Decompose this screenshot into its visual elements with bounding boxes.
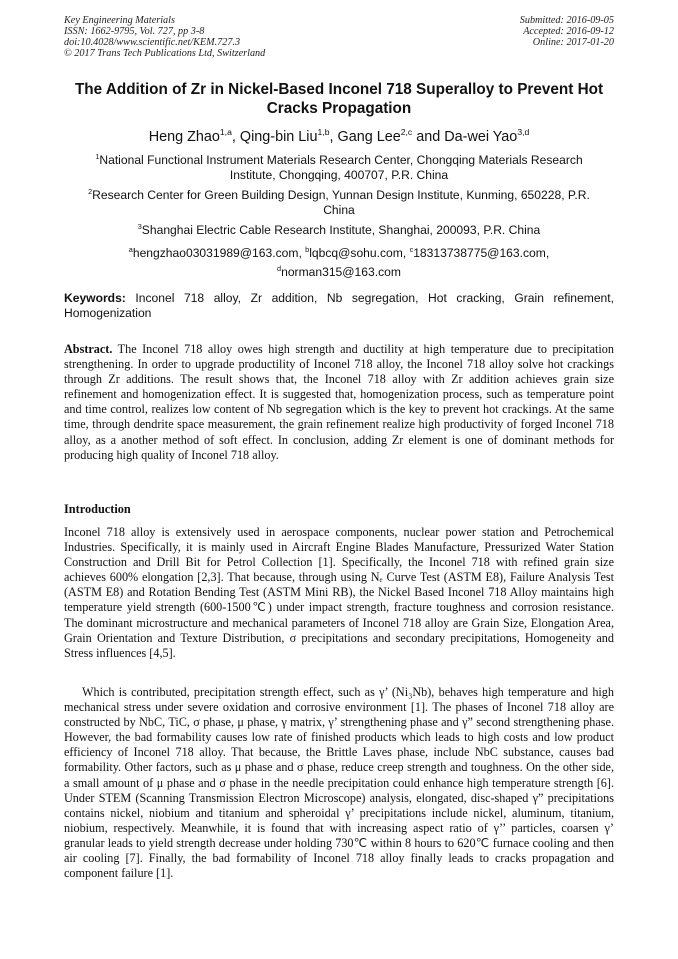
abstract: [64, 342, 614, 463]
email-link[interactable]: lqbcq@sohu.com,: [309, 246, 410, 261]
author-list: [60, 123, 618, 147]
author: Da-wei Yao$^{3,d}$: [444, 127, 530, 145]
keywords: [64, 291, 614, 321]
submitted-date: Submitted: 2016-09-05: [519, 15, 614, 26]
accepted-date: Accepted: 2016-09-12: [523, 26, 614, 37]
paper-title: The Addition of Zr in Nickel-Based Inconel 718 Superalloy to Prevent Hot Cracks Propagation: [74, 81, 604, 117]
affiliation-2: $^2$Research Center for Green Building Design, Yunnan Design Institute, Kunming, 650228, P.R. China: [88, 187, 590, 218]
author: Qing-bin Liu$^{1,b}$,: [239, 127, 338, 145]
keywords-label: Keywords:: [64, 291, 126, 305]
affiliation-1: $^1$National Functional Instrument Materials Research Center, Chongqing Materials Research Institute, Chongqing, 400707, P.R. China: [95, 152, 583, 183]
journal-header: [64, 15, 265, 59]
online-date: Online: 2017-01-20: [532, 37, 614, 48]
affiliation-3: $^3$Shanghai Electric Cable Research Institute, Shanghai, 200093, P.R. China: [137, 222, 541, 238]
intro-paragraph-1: Inconel 718 alloy is extensively used in aerospace components, nuclear power station and Petrochemical Industries. Specifically, it is mainly used in Aircraft Engine Blades Manufacture, Pressurized Water Station Construction and Drill Bit for Petrol Collection [1]. Specifically, the Inconel 718 with refined grain size achieves 600% elongation [2,3]. That because, through using Nₑ Curve Test (ASTM E8), Failure Analysis Test (ASTM E8) and Rotation Bending Test (ASTM Mini RB), the Nickel Based Inconel 718 Alloy maintains high temperature yield strength (600-1500℃) under impact strength, fracture toughness and corrosion resistance. The dominant microstructure and mechanical parameters of Inconel 718 alloy are Grain Size, Elongation Area, Grain Orientation and Texture Distribution, σ precipitations and secondary precipitations, Homogeneity and Stress influences [4,5].: [64, 525, 614, 660]
copyright-line: © 2017 Trans Tech Publications Ltd, Switzerland: [64, 48, 266, 59]
abstract-label: Abstract.: [64, 342, 113, 356]
section-heading-introduction: Introduction: [64, 502, 131, 516]
email-link[interactable]: 18313738775@163.com,: [413, 246, 550, 261]
dates-header: [520, 15, 614, 48]
abstract-text: The Inconel 718 alloy owes high strength and ductility at high temperature due to precipitation strengthening. In order to upgrade productility of Inconel 718 alloy, the Inconel 718 alloy solve hot crackings through Zr additions. The result shows that, the Inconel 718 alloy with Zr addition achieves grain size refinement and homogenization effect. It is suggested that, homogenization process, such as temperature point and time control, realizes low content of Nb segregation which is the key to prevent hot crackings. At the same time, through dendrite space measurement, the grain refinement realize high productivity of forged Inconel 718 alloy, as a another method of soft effect. In conclusion, adding Zr element is one of dominant methods for producing high quality of Inconel 718 alloy.: [64, 342, 614, 462]
author: Heng Zhao$^{1,a}$,: [148, 127, 240, 145]
author: Gang Lee$^{2,c}$ and: [337, 127, 445, 145]
journal-name: Key Engineering Materials: [64, 15, 175, 26]
email-link[interactable]: hengzhao03031989@163.com,: [132, 246, 306, 261]
issn-line: ISSN: 1662-9795, Vol. 727, pp 3-8: [64, 26, 205, 37]
email-link[interactable]: norman315@163.com: [281, 265, 401, 280]
author-emails: $^a$hengzhao03031989@163.com, $^b$lqbcq@sohu.com, $^c$18313738775@163.com, $^d$norman315@163.com: [128, 245, 550, 280]
doi-line: doi:10.4028/www.scientific.net/KEM.727.3: [64, 37, 241, 48]
keywords-text: Inconel 718 alloy, Zr addition, Nb segregation, Hot cracking, Grain refinement, Homogenization: [64, 291, 614, 320]
intro-paragraph-2: Which is contributed, precipitation strength effect, such as γ’ (Ni₃Nb), behaves high temperature and high mechanical stress under severe oxidation and corrosive environment [1]. The phases of Inconel 718 alloy are constructed by NbC, TiC, σ phase, μ phase, γ matrix, γ’ strengthening phase and γ” second strengthening phase. However, the bad formability causes low rate of finished products which leads to high costs and low product efficiency of Inconel 718 alloy. That because, the Brittle Laves phase, include NbC substance, causes bad formability. Other factors, such as μ phase and σ phase, reduce creep strength and toughness. On the other side, a small amount of μ phase and σ phase in the needle precipitation could enhance high temperature strength [6]. Under STEM (Scanning Transmission Electron Microscope) analysis, elongated, disc-shaped γ” precipitations contains nickel, niobium and titanium and spheroidal γ’ precipitations include nickel, aluminum, titanium, niobium, respectively. Meanwhile, it is found that with increasing aspect ratio of γ’’ particles, coarsen γ’ granular leads to yield strength decrease under holding 730℃ within 8 hours to 620℃ furnace cooling and then air cooling [7]. Finally, the bad formability of Inconel 718 alloy finally leads to cracks propagation and component failure [1].: [64, 685, 614, 881]
